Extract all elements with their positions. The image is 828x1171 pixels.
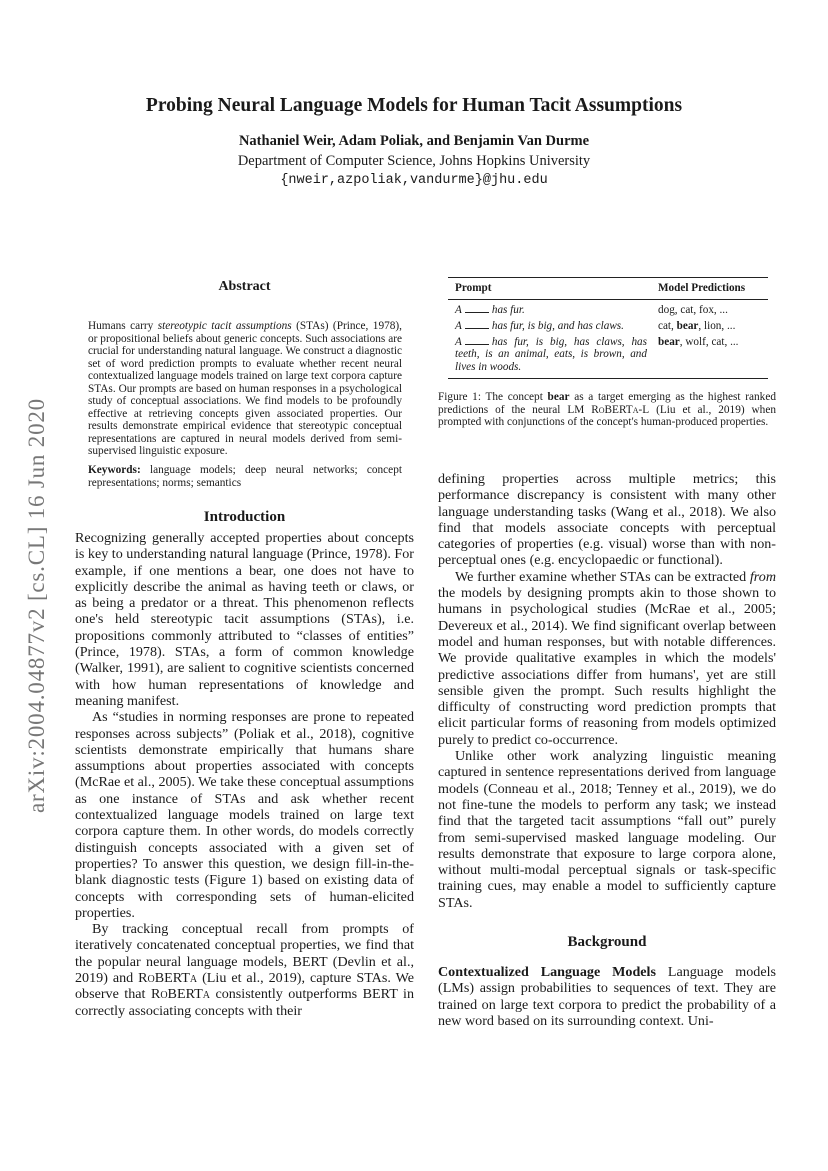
intro-paragraph-1: Recognizing generally accepted properties about concepts is key to understanding natural language (Prince, 1978). For example, if one mentions a bear, one does not have to explicitly describe the animal as having teeth or claws, or as being a predator or a threat. This phenomenon reflects one's held stereotypic tacit assumptions (STAs), i.e. propositions commonly attributed to “classes of entities” (Prince, 1978). STAs, a form of common knowledge (Walker, 1991), are salient to cognitive scientists concerned with how human representations of knowledge and meaning manifest.: [75, 530, 414, 709]
paper-authors: Nathaniel Weir, Adam Poliak, and Benjamin Van Durme: [238, 133, 590, 149]
table-header-predictions: Model Predictions: [658, 282, 746, 294]
arxiv-stamp: arXiv:2004.04877v2 [cs.CL] 16 Jun 2020: [24, 398, 49, 814]
affiliation: Department of Computer Science, Johns Hopkins University: [237, 153, 591, 169]
keywords: Keywords: language models; deep neural networks; concept representations; norms; semantics: [88, 464, 402, 489]
introduction-right-column: [438, 471, 776, 911]
background-heading: Background: [567, 934, 647, 950]
table-row-3-predictions: bear, wolf, cat, ...: [658, 336, 739, 348]
table-row-2-prompt: A has fur, is big, and has claws.: [455, 320, 624, 332]
table-row-2-predictions: cat, bear, lion, ...: [658, 320, 736, 332]
intro-paragraph-5: Unlike other work analyzing linguistic meaning captured in sentence representations derived from language models (Conneau et al., 2018; Tenney et al., 2019), we do not fine-tune the models to perform any task; we instead find that the targeted tacit assumptions “fall out” purely from semi-supervised masked language modeling. Our results demonstrate that exposure to large corpora alone, without multi-modal perceptual signals or task-specific training cues, may enable a model to sufficiently capture STAs.: [438, 748, 776, 911]
abstract-heading: Abstract: [218, 279, 271, 294]
contextualized-lm-subheading: Contextualized Language Models: [438, 964, 656, 980]
intro-paragraph-3: By tracking conceptual recall from prompts of iteratively concatenated conceptual properties, we find that the popular neural language models, BERT (Devlin et al., 2019) and RoBERTa (Liu et al., 2019), capture STAs. We observe that RoBERTa consistently outperforms BERT in correctly associating concepts with their: [75, 921, 414, 1019]
table-top-rule: [448, 277, 768, 278]
intro-paragraph-2: As “studies in norming responses are prone to repeated responses across subjects” (Poliak et al., 2018), cognitive scientists demonstrate empirically that humans share assumptions about properties associated with concepts (McRae et al., 2005). We take these conceptual assumptions as one instance of STAs and ask whether recent contextualized language models trained on large text corpora capture them. In other words, do models correctly distinguish concepts associated with a given set of properties? To answer this question, we design fill-in-the-blank diagnostic tests (Figure 1) based on existing data of concepts with corresponding sets of human-elicited properties.: [75, 709, 414, 921]
table-header-prompt: Prompt: [455, 282, 492, 294]
intro-paragraph-4: We further examine whether STAs can be extracted from the models by designing prompts akin to those shown to humans in psychological studies (McRae et al., 2005; Devereux et al., 2014). We find significant overlap between model and human responses, but with notable differences. We provide qualitative examples in which the models' predictive associations differ from humans', yet are still sensible given the prompt. Such results highlight the difficulty of constructing word prediction prompts that elicit particular forms of reasoning from models optimized purely to predict co-occurrence.: [438, 568, 776, 748]
intro-paragraph-3-continued: defining properties across multiple metrics; this performance discrepancy is consistent with many other language understanding tasks (Wang et al., 2018). We also find that models associate concepts with perceptual categories of properties (e.g. visual) worse than with non-perceptual ones (e.g. encyclopaedic or functional).: [438, 471, 776, 569]
table-mid-rule: [448, 299, 768, 300]
paper-title: Probing Neural Language Models for Human Tacit Assumptions: [145, 95, 683, 116]
abstract-text: Humans carry stereotypic tacit assumptions (STAs) (Prince, 1978), or propositional beliefs about generic concepts. Such associations are crucial for understanding natural language. We construct a diagnostic set of word prediction prompts to evaluate whether recent neural contextualized language models trained on large text corpora capture STAs. Our prompts are based on human responses in a psychological study of conceptual associations. We find models to be profoundly effective at retrieving concepts given associated properties. Our results demonstrate empirical evidence that stereotypic conceptual representations are captured in neural models derived from semi-supervised linguistic exposure.: [88, 320, 402, 457]
table-row-1-prompt: A has fur.: [455, 304, 525, 316]
table-row-1-predictions: dog, cat, fox, ...: [658, 304, 728, 316]
introduction-left-column: [75, 530, 414, 1019]
introduction-heading: Introduction: [203, 509, 286, 525]
table-bottom-rule: [448, 378, 768, 379]
figure-1-caption: Figure 1: The concept bear as a target emerging as the highest ranked predictions of the neural LM RoBERTa-L (Liu et al., 2019) when prompted with conjunctions of the concept's human-produced properties.: [438, 391, 776, 428]
table-row-3-prompt: A has fur, is big, has claws, has teeth, is an animal, eats, is brown, and lives in woods.: [455, 336, 647, 373]
background-paragraph: Contextualized Language Models Language models (LMs) assign probabilities to sequences of text. They are trained on large text corpora to predict the probability of a new word based on its surrounding context. Uni-: [438, 964, 776, 1029]
author-emails: {nweir,azpoliak,vandurme}@jhu.edu: [280, 173, 548, 188]
